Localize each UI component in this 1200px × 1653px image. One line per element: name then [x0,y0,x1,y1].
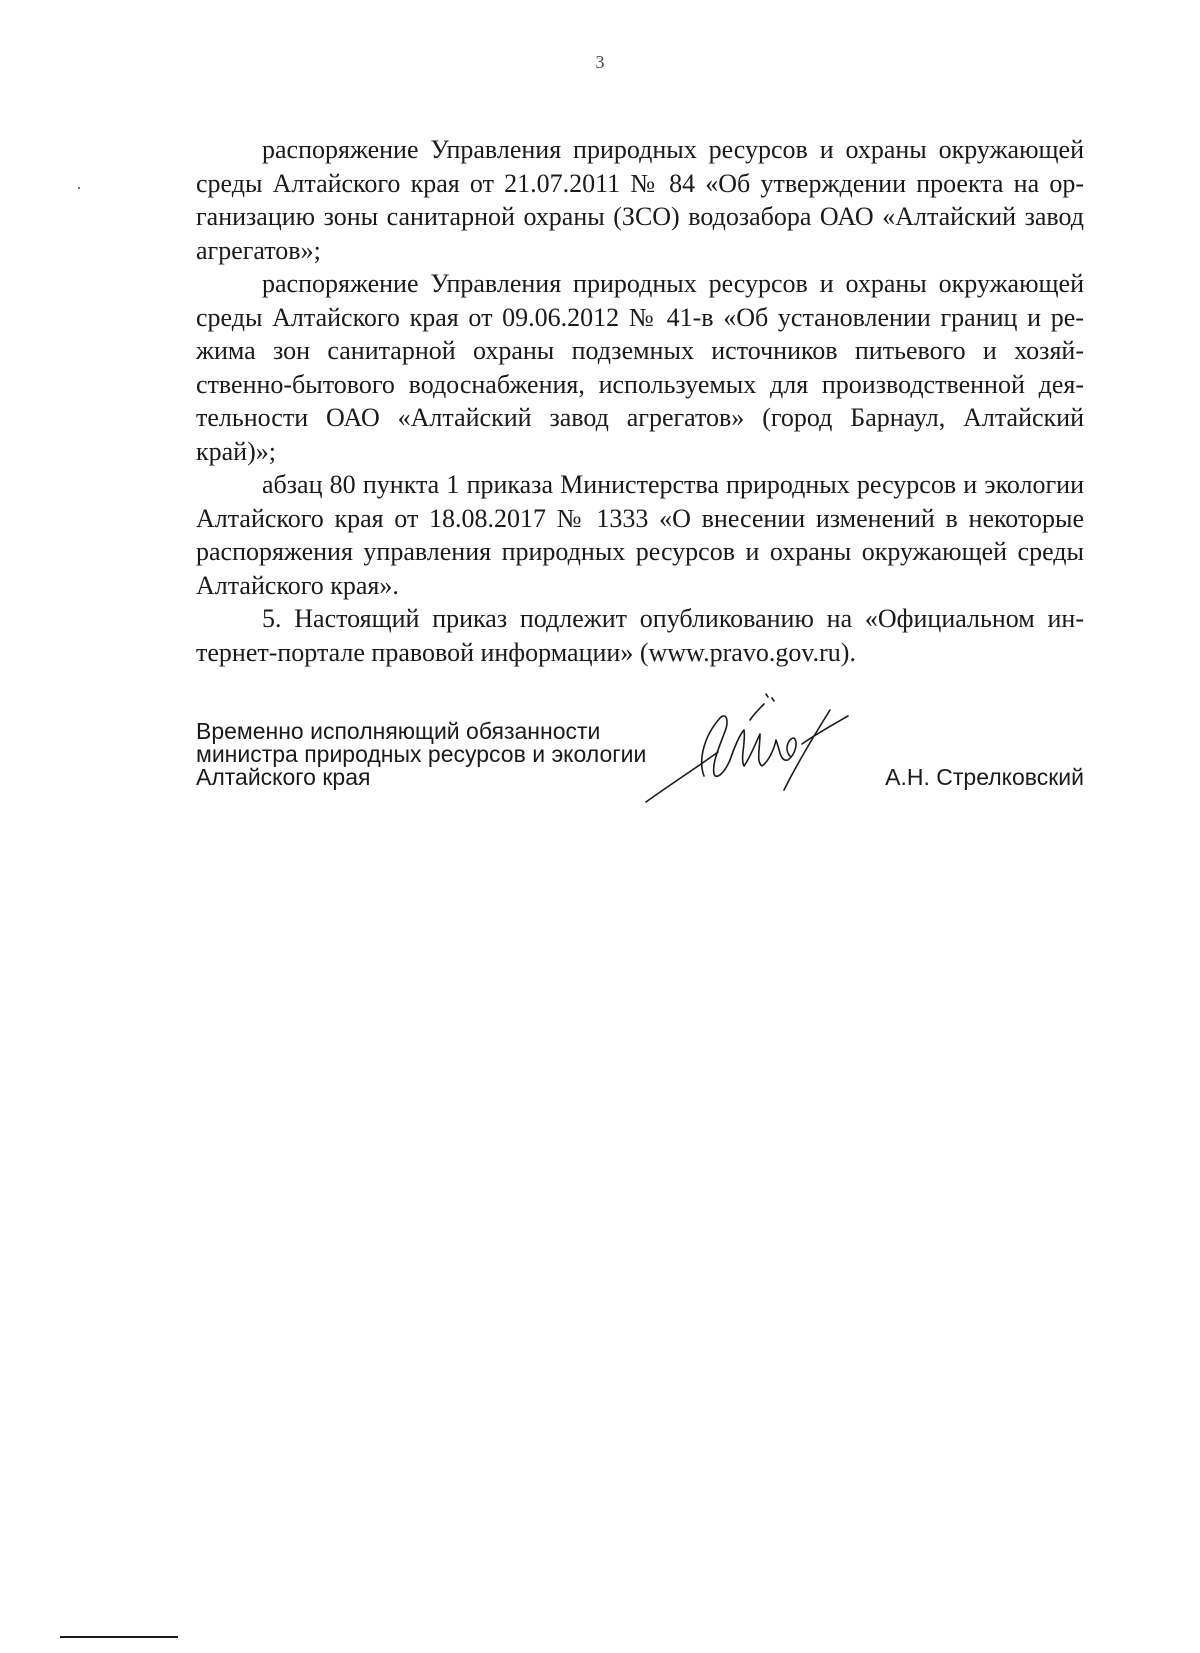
paragraph: 5. Настоящий приказ подлежит опубликованию на «Официальном интернет-портале правовой информации» (www.pravo.gov.ru). [196,604,1084,667]
signatory-position [196,720,646,789]
signatory-name: А.Н. Стрелковский [885,764,1084,790]
handwritten-signature [634,690,854,810]
footer-rule [60,1636,178,1638]
paragraph: распоряжение Управления природных ресурсов и охраны окружающей среды Алтайского края от 21.07.2011 № 84 «Об утверждении проекта на организацию зоны санитарной охраны (ЗСО) водозабора ОАО «Алтайский завод агрегатов»; [196,135,1084,265]
scan-speck [78,187,80,189]
paragraph: распоряжение Управления природных ресурсов и охраны окружающей среды Алтайского края от 09.06.2012 № 41-в «Об установлении границ и режима зон санитарной охраны подземных источников питьевого и хозяйственно-бытового водоснабжения, используемых для производственной деятельности ОАО «Алтайский завод агрегатов» (город Барнаул, Алтайский край)»; [196,269,1084,466]
signatory-position-line: министра природных ресурсов и экологии [196,741,647,767]
document-body [196,133,1084,669]
page-number: 3 [595,52,605,72]
signatory-position-line: Алтайского края [196,764,371,790]
paragraph: абзац 80 пункта 1 приказа Министерства природных ресурсов и экологии Алтайского края от 18.08.2017 № 1333 «О внесении изменений в некоторые распоряжения управления природных ресурсов и охраны окружающей среды Алтайского края». [196,470,1084,600]
signature-block [196,720,1084,840]
signatory-position-line: Временно исполняющий обязанности [196,718,601,744]
